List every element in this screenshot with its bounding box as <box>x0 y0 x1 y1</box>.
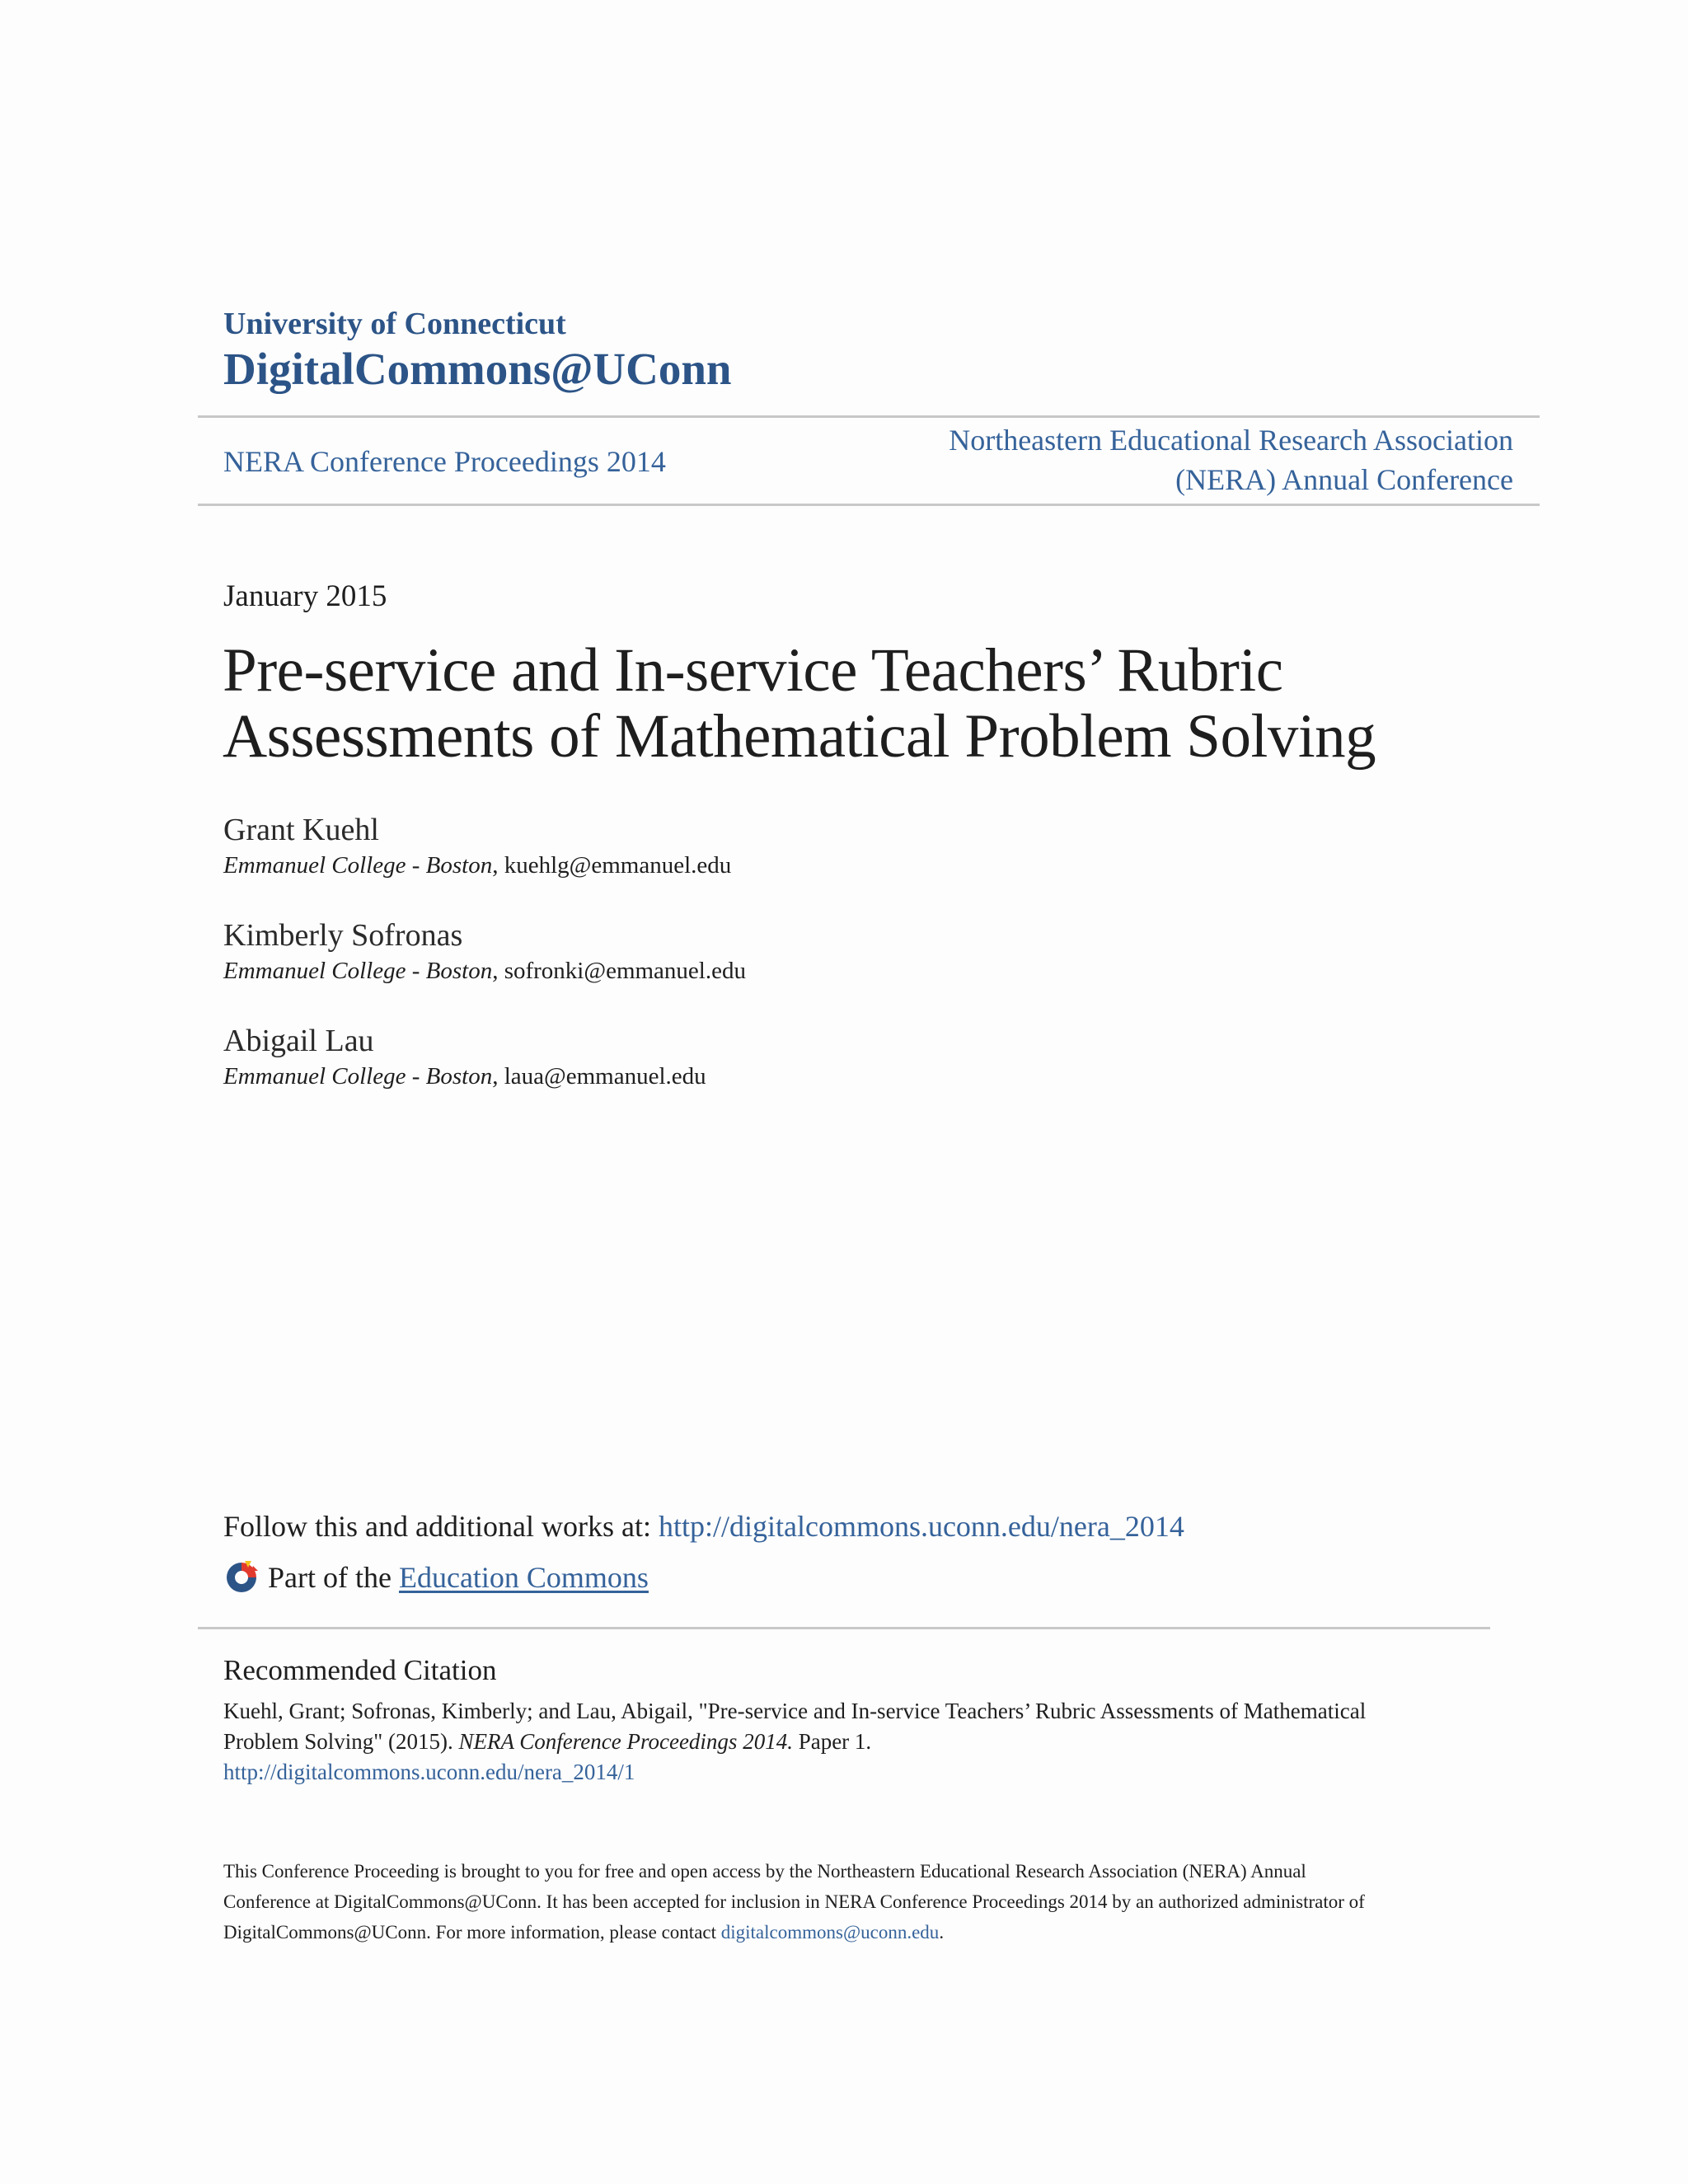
author-email[interactable]: laua@emmanuel.edu <box>504 1063 706 1090</box>
title-line-1: Pre-service and In-service Teachers’ Rubric <box>223 636 1283 705</box>
citation-line-2 <box>223 1727 1427 1757</box>
affiliation-separator: , <box>492 958 504 984</box>
author-affiliation <box>223 1060 706 1093</box>
notice-line-3-prefix: DigitalCommons@UConn. For more information, please contact <box>223 1922 721 1943</box>
education-commons-link[interactable]: Education Commons <box>398 1561 649 1594</box>
affiliation-name: Emmanuel College - Boston <box>223 958 493 984</box>
publication-date: January 2015 <box>223 579 387 613</box>
title-line-2: Assessments of Mathematical Problem Solving <box>223 702 1376 771</box>
conference-line-2: (NERA) Annual Conference <box>1175 463 1513 496</box>
citation-line-2-b: Paper 1. <box>792 1729 872 1754</box>
follow-url-link[interactable]: http://digitalcommons.uconn.edu/nera_2014 <box>658 1510 1184 1543</box>
author-name: Abigail Lau <box>223 1024 374 1058</box>
notice-line-1: This Conference Proceeding is brought to you for free and open access by the Northeastern Educational Research Association (NERA) Annual <box>223 1861 1306 1882</box>
part-of-label: Part of the <box>268 1561 399 1594</box>
author-entry <box>223 916 746 987</box>
author-name: Grant Kuehl <box>223 813 379 847</box>
series-bottom-rule <box>198 504 1540 506</box>
part-of-line <box>223 1558 649 1597</box>
author-email[interactable]: sofronki@emmanuel.edu <box>504 958 746 984</box>
citation-heading: Recommended Citation <box>223 1654 497 1686</box>
author-name: Kimberly Sofronas <box>223 918 463 953</box>
follow-line <box>223 1507 1184 1546</box>
author-entry <box>223 1022 706 1093</box>
notice-line-3-suffix: . <box>939 1922 945 1943</box>
contact-email-link[interactable]: digitalcommons@uconn.edu <box>720 1922 940 1943</box>
author-entry <box>223 811 731 882</box>
follow-label: Follow this and additional works at: <box>223 1510 659 1543</box>
citation-line-1: Kuehl, Grant; Sofronas, Kimberly; and Lau, Abigail, "Pre-service and In-service Teachers’ Rubric Assessments of Mathematical <box>223 1699 1367 1723</box>
affiliation-separator: , <box>492 852 504 879</box>
institution-name[interactable]: University of Connecticut <box>223 307 566 341</box>
top-rule <box>198 415 1540 418</box>
notice-line-2: Conference at DigitalCommons@UConn. It has been accepted for inclusion in NERA Conference Proceedings 2014 by an authorized administrator of <box>223 1891 1365 1912</box>
author-affiliation <box>223 849 731 882</box>
conference-line-1: Northeastern Educational Research Association <box>949 424 1513 457</box>
paper-title <box>223 638 1541 770</box>
author-email[interactable]: kuehlg@emmanuel.edu <box>504 852 732 879</box>
notice-line-3 <box>223 1917 1493 1947</box>
repository-name[interactable]: DigitalCommons@UConn <box>223 344 732 394</box>
affiliation-name: Emmanuel College - Boston <box>223 852 493 879</box>
proceedings-series-link[interactable]: NERA Conference Proceedings 2014 <box>223 445 666 478</box>
author-affiliation <box>223 954 746 987</box>
network-commons-icon <box>223 1559 260 1596</box>
conference-series-link[interactable] <box>949 420 1513 499</box>
affiliation-name: Emmanuel College - Boston <box>223 1063 493 1090</box>
citation-url-link[interactable]: http://digitalcommons.uconn.edu/nera_2014/1 <box>223 1760 635 1784</box>
institution-header <box>223 305 732 396</box>
citation-line-2-a: Problem Solving" (2015). <box>223 1729 459 1754</box>
citation-top-rule <box>198 1627 1490 1629</box>
citation-journal: NERA Conference Proceedings 2014. <box>458 1729 793 1754</box>
affiliation-separator: , <box>492 1063 504 1090</box>
access-notice <box>223 1856 1493 1947</box>
citation-body <box>223 1696 1427 1788</box>
